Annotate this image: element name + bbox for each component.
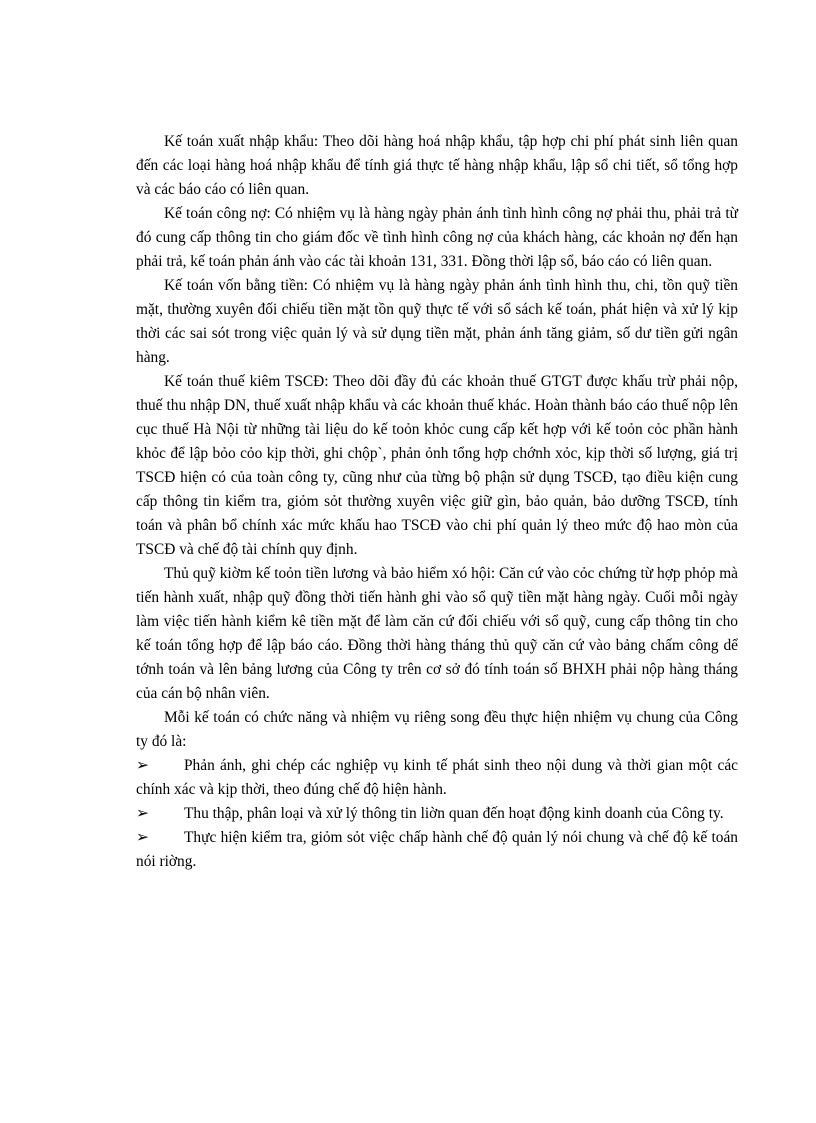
document-page xyxy=(136,130,738,874)
bullet-text: Thu thập, phân loại và xử lý thông tin liờn quan đến hoạt động kinh doanh của Công ty. xyxy=(184,805,724,822)
arrow-bullet-icon: ➢ xyxy=(136,757,149,774)
paragraph-cash-accountant: Kế toán vốn bằng tiền: Có nhiệm vụ là hàng ngày phản ánh tình hình thu, chi, tồn quỹ tiền mặt, thường xuyên đối chiếu tiền mặt tồn quỹ thực tế với sổ sách kế toán, phát hiện và xử lý kịp thời các sai sót trong việc quản lý và sử dụng tiền mặt, phản ánh tăng giảm, số dư tiền gửi ngân hàng. xyxy=(136,277,738,366)
bullet-item xyxy=(136,802,738,826)
paragraph-tax-fixed-asset-accountant: Kế toán thuế kiêm TSCĐ: Theo dõi đầy đủ các khoản thuế GTGT được khấu trừ phải nộp, thuế thu nhập DN, thuế xuất nhập khẩu và các khoản thuế khác. Hoàn thành báo cáo thuế nộp lên cục thuế Hà Nội từ những tài liệu do kế toỏn khỏc cung cấp kết hợp với kế toỏn cỏc phần hành khỏc để lập bỏo cỏo kịp thời, ghi chộp`, phản ỏnh tổng hợp chớnh xỏc, kịp thời số lượng, giá trị TSCĐ hiện có của toàn công ty, cũng như của từng bộ phận sử dụng TSCĐ, tạo điều kiện cung cấp thông tin kiểm tra, giỏm sỏt thường xuyên việc giữ gìn, bảo quản, bảo dưỡng TSCĐ, tính toán và phân bổ chính xác mức khấu hao TSCĐ vào chi phí quản lý theo mức độ hao mòn của TSCĐ và chế độ tài chính quy định. xyxy=(136,373,738,558)
bullet-text: Phản ánh, ghi chép các nghiệp vụ kinh tế phát sinh theo nội dung và thời gian một các chính xác và kịp thời, theo đúng chế độ hiện hành. xyxy=(136,757,738,798)
arrow-bullet-icon: ➢ xyxy=(136,829,149,846)
paragraph-import-export-accountant: Kế toán xuất nhập khẩu: Theo dõi hàng hoá nhập khẩu, tập hợp chi phí phát sinh liên quan đến các loại hàng hoá nhập khẩu để tính giá thực tế hàng nhập khẩu, lập sổ chi tiết, sổ tổng hợp và các báo cáo có liên quan. xyxy=(136,133,738,198)
paragraph-treasurer-payroll: Thủ quỹ kiờm kế toỏn tiền lương và bảo hiểm xó hội: Căn cứ vào cỏc chứng từ hợp phỏp mà tiến hành xuất, nhập quỹ đồng thời tiến hành ghi vào sổ quỹ tiền mặt hàng ngày. Cuối mỗi ngày làm việc tiến hành kiểm kê tiền mặt để làm căn cứ đối chiếu với sổ quỹ, cung cấp thông tin cho kế toán tổng hợp để lập báo cáo. Đồng thời hàng tháng thủ quỹ căn cứ vào bảng chấm công dể tớnh toán và lên bảng lương của Công ty trên cơ sở đó tính toán số BHXH phải nộp hàng tháng của cán bộ nhân viên. xyxy=(136,565,738,702)
bullet-item xyxy=(136,826,738,874)
bullet-item xyxy=(136,754,738,802)
bullet-text: Thực hiện kiểm tra, giỏm sỏt việc chấp hành chế độ quản lý nói chung và chế độ kế toán nói riờng. xyxy=(136,829,738,870)
paragraph-debt-accountant: Kế toán công nợ: Có nhiệm vụ là hàng ngày phản ánh tình hình công nợ phải thu, phải trả từ đó cung cấp thông tin cho giám đốc về tình hình công nợ của khách hàng, các khoản nợ đến hạn phải trả, kế toán phản ánh vào các tài khoản 131, 331. Đồng thời lập sổ, báo cáo có liên quan. xyxy=(136,205,738,270)
arrow-bullet-icon: ➢ xyxy=(136,805,149,822)
paragraph-common-duties-intro: Mỗi kế toán có chức năng và nhiệm vụ riêng song đều thực hiện nhiệm vụ chung của Công ty đó là: xyxy=(136,709,738,750)
